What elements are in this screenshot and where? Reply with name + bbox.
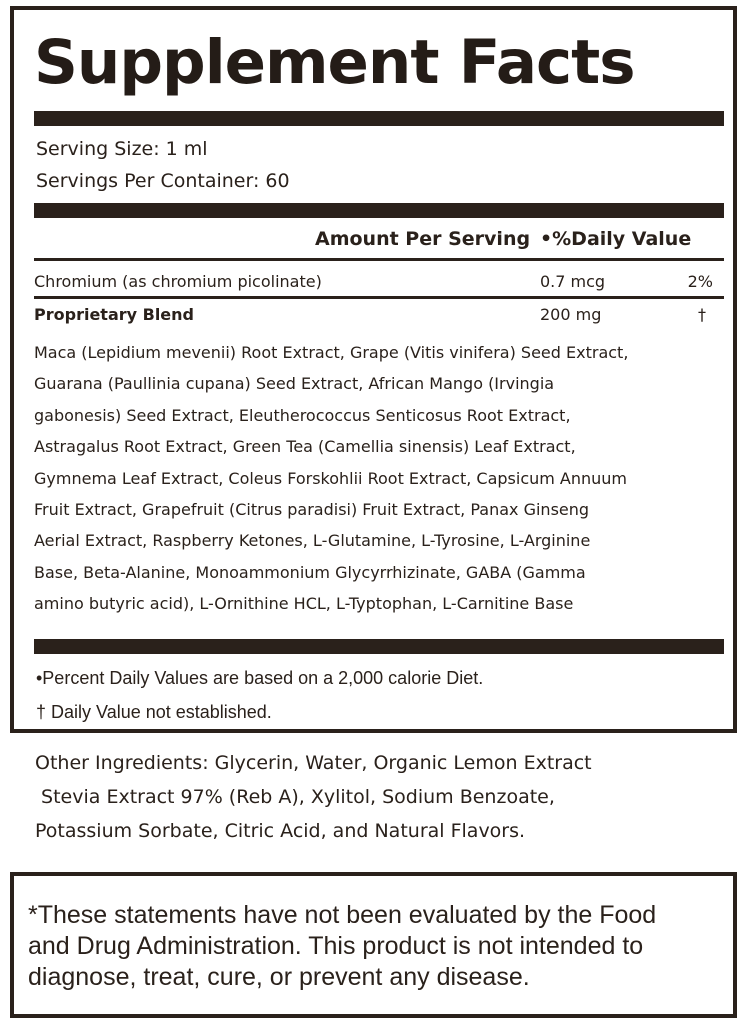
blend-ingredients-list <box>34 337 628 620</box>
blend-ingredient-line: amino butyric acid), L-Ornithine HCL, L-Typtophan, L-Carnitine Base <box>34 594 574 614</box>
blend-ingredient-line: Guarana (Paullinia cupana) Seed Extract, African Mango (Irvingia <box>34 374 555 394</box>
disclaimer-line: diagnose, treat, cure, or prevent any disease. <box>28 963 530 991</box>
dagger-note: † Daily Value not established. <box>36 702 272 722</box>
other-ingredients-line: Other Ingredients: Glycerin, Water, Organic Lemon Extract <box>35 752 592 774</box>
servings-per-container: Servings Per Container: 60 <box>36 170 290 192</box>
disclaimer-line: *These statements have not been evaluated by the Food <box>28 901 657 929</box>
blend-ingredient-line: Maca (Lepidium mevenii) Root Extract, Grape (Vitis vinifera) Seed Extract, <box>34 343 629 362</box>
fda-disclaimer-box <box>10 872 737 1018</box>
supplement-facts-panel <box>10 6 737 733</box>
serving-size: Serving Size: 1 ml <box>36 138 208 160</box>
chromium-name: Chromium (as chromium picolinate) <box>34 272 322 291</box>
proprietary-blend-name: Proprietary Blend <box>34 305 194 324</box>
blend-ingredient-line: Fruit Extract, Grapefruit (Citrus paradisi) Fruit Extract, Panax Ginseng <box>34 500 590 520</box>
header-divider-line <box>34 258 724 261</box>
disclaimer-line: and Drug Administration. This product is not intended to <box>28 932 644 960</box>
chromium-divider-line <box>34 296 724 299</box>
blend-ingredient-line: Aerial Extract, Raspberry Ketones, L-Glutamine, L-Tyrosine, L-Arginine <box>34 531 591 551</box>
proprietary-blend-amount: 200 mg <box>540 305 602 324</box>
blend-ingredient-line: Base, Beta-Alanine, Monoammonium Glycyrrhizinate, GABA (Gamma <box>34 562 586 582</box>
blend-ingredient-line: Astragalus Root Extract, Green Tea (Camellia sinensis) Leaf Extract, <box>34 437 576 457</box>
amount-per-serving-header: Amount Per Serving <box>315 228 531 250</box>
panel-title: Supplement Facts <box>34 27 635 98</box>
chromium-amount: 0.7 mcg <box>540 272 606 291</box>
blend-ingredient-line: gabonesis) Seed Extract, Eleutherococcus Senticosus Root Extract, <box>34 405 571 425</box>
other-ingredients-line: Potassium Sorbate, Citric Acid, and Natural Flavors. <box>35 820 526 842</box>
serving-divider-bar <box>34 203 724 218</box>
percent-daily-value-note: •Percent Daily Values are based on a 2,000 calorie Diet. <box>36 668 484 688</box>
other-ingredients <box>35 746 592 848</box>
proprietary-blend-dv: † <box>698 305 706 324</box>
daily-value-header: •%Daily Value <box>540 228 692 250</box>
blend-ingredient-line: Gymnema Leaf Extract, Coleus Forskohlii Root Extract, Capsicum Annuum <box>34 468 628 488</box>
fda-disclaimer-text <box>28 900 656 993</box>
bottom-divider-bar <box>34 639 724 654</box>
chromium-dv: 2% <box>687 272 713 291</box>
other-ingredients-line: Stevia Extract 97% (Reb A), Xylitol, Sodium Benzoate, <box>35 786 555 808</box>
top-divider-bar <box>34 111 724 126</box>
